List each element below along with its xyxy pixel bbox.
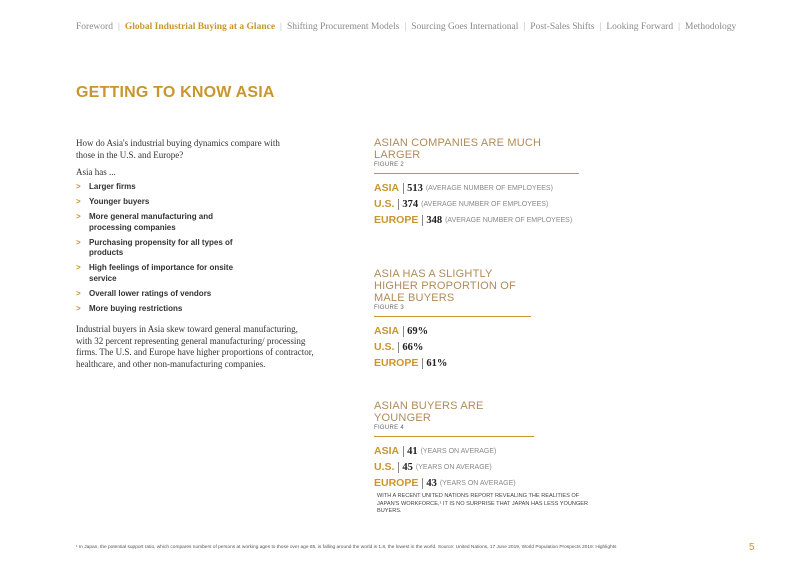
region-label: EUROPE <box>374 214 419 226</box>
list-item: > Younger buyers <box>76 197 150 206</box>
stat-unit: (AVERAGE NUMBER OF EMPLOYEES) <box>421 200 549 208</box>
chevron-right-icon: > <box>76 288 81 298</box>
nav-separator: | <box>404 22 407 32</box>
list-item: > Overall lower ratings of vendors <box>76 288 212 298</box>
stat-value: 513 <box>407 182 423 194</box>
callout-note: WITH A RECENT UNITED NATIONS REPORT REVEALING THE REALITIES OF JAPAN'S WORKFORCE,¹ IT IS NO SURPRISE THAT JAPAN HAS LESS YOUNGER BUYERS. <box>377 493 589 514</box>
stat-value: 69% <box>407 325 429 337</box>
stat-row <box>374 196 579 212</box>
list-item: > More buying restrictions <box>76 303 183 313</box>
page-number: 5 <box>749 542 755 553</box>
stat-row <box>374 212 579 228</box>
stat-value: 374 <box>402 198 419 210</box>
chevron-right-icon: > <box>76 182 81 191</box>
stat-row <box>374 443 534 459</box>
region-label: ASIA <box>374 445 400 457</box>
stat-value: 43 <box>426 477 437 489</box>
footnote: ¹ In Japan, the potential support ratio, which compares numbers of persons at working ages to those over age 65, is falling around the world is 1.8, the lowest in the world. Source: United Nations, 17 June 2019, World Population Prospects 2019: Highlights <box>76 545 617 550</box>
stat-value: 61% <box>426 357 448 369</box>
figure-title: ASIAN BUYERS ARE YOUNGER <box>374 400 484 424</box>
section-nav <box>76 22 736 32</box>
stat-unit: (YEARS ON AVERAGE) <box>420 447 497 455</box>
figure-number: FIGURE 3 <box>374 305 405 311</box>
intro-text: How do Asia's industrial buying dynamics compare with those in the U.S. and Europe? <box>76 138 280 160</box>
list-item: > High feelings of importance for onsite service <box>76 263 234 283</box>
nav-separator: | <box>117 22 120 32</box>
figure-title: ASIA HAS A SLIGHTLY HIGHER PROPORTION OF MALE BUYERS <box>374 268 516 304</box>
region-label: ASIA <box>374 325 400 337</box>
stat-row <box>374 180 579 196</box>
asia-has-label: Asia has ... <box>76 167 116 177</box>
stat-value: 45 <box>402 461 413 473</box>
nav-separator: | <box>523 22 526 32</box>
nav-separator: | <box>599 22 602 32</box>
region-label: EUROPE <box>374 357 419 369</box>
nav-item-looking-forward[interactable]: Looking Forward <box>606 22 674 32</box>
divider <box>398 342 399 353</box>
list-item: > Larger firms <box>76 182 136 191</box>
divider <box>422 358 423 369</box>
stat-value: 348 <box>426 214 443 226</box>
stat-row <box>374 459 534 475</box>
page-title: GETTING TO KNOW ASIA <box>76 84 275 101</box>
divider <box>374 316 531 317</box>
divider <box>374 436 534 437</box>
nav-separator: | <box>280 22 282 32</box>
stat-row <box>374 323 531 339</box>
divider <box>398 462 399 473</box>
nav-item-global-industrial-buying[interactable]: Global Industrial Buying at a Glance <box>124 22 276 32</box>
stat-unit: (YEARS ON AVERAGE) <box>415 463 492 471</box>
nav-item-sourcing-international[interactable]: Sourcing Goes International <box>411 22 519 32</box>
nav-item-post-sales-shifts[interactable]: Post-Sales Shifts <box>530 22 595 32</box>
stat-value: 66% <box>402 341 424 353</box>
chevron-right-icon: > <box>76 197 81 206</box>
chevron-right-icon: > <box>76 212 81 221</box>
figure-number: FIGURE 4 <box>374 425 405 431</box>
divider <box>403 183 404 194</box>
asia-traits-list <box>76 182 246 319</box>
region-label: U.S. <box>374 461 395 473</box>
region-label: EUROPE <box>374 477 419 489</box>
nav-item-foreword[interactable]: Foreword <box>76 22 113 32</box>
divider <box>403 446 404 457</box>
stat-row <box>374 355 531 371</box>
nav-item-shifting-procurement[interactable]: Shifting Procurement Models <box>286 22 400 32</box>
chevron-right-icon: > <box>76 303 81 313</box>
outro-text: Industrial buyers in Asia skew toward general manufacturing, with 32 percent representing general manufacturing/ processing firms. The U.S. and Europe have higher proportions of contractor, healthcare, and other non-manufacturing companies. <box>76 324 314 369</box>
list-item: > Purchasing propensity for all types of products <box>76 237 233 257</box>
region-label: U.S. <box>374 198 395 210</box>
divider <box>398 199 399 210</box>
region-label: ASIA <box>374 182 400 194</box>
region-label: U.S. <box>374 341 395 353</box>
divider <box>403 326 404 337</box>
nav-separator: | <box>678 22 681 32</box>
stat-unit: (AVERAGE NUMBER OF EMPLOYEES) <box>425 184 553 192</box>
divider <box>422 215 423 226</box>
stat-unit: (AVERAGE NUMBER OF EMPLOYEES) <box>445 216 573 224</box>
nav-item-methodology[interactable]: Methodology <box>685 22 737 32</box>
divider <box>374 173 579 174</box>
figure-buyer-age <box>374 400 534 491</box>
stat-row <box>374 339 531 355</box>
figure-title: ASIAN COMPANIES ARE MUCH LARGER <box>374 137 542 161</box>
list-item: > More general manufacturing and processing companies <box>76 212 214 232</box>
chevron-right-icon: > <box>76 237 81 247</box>
chevron-right-icon: > <box>76 263 81 272</box>
figure-company-size <box>374 137 579 228</box>
stat-row <box>374 475 534 491</box>
divider <box>422 478 423 489</box>
stat-value: 41 <box>407 445 418 457</box>
figure-male-buyers <box>374 268 531 371</box>
figure-number: FIGURE 2 <box>374 162 405 168</box>
stat-unit: (YEARS ON AVERAGE) <box>439 479 516 487</box>
